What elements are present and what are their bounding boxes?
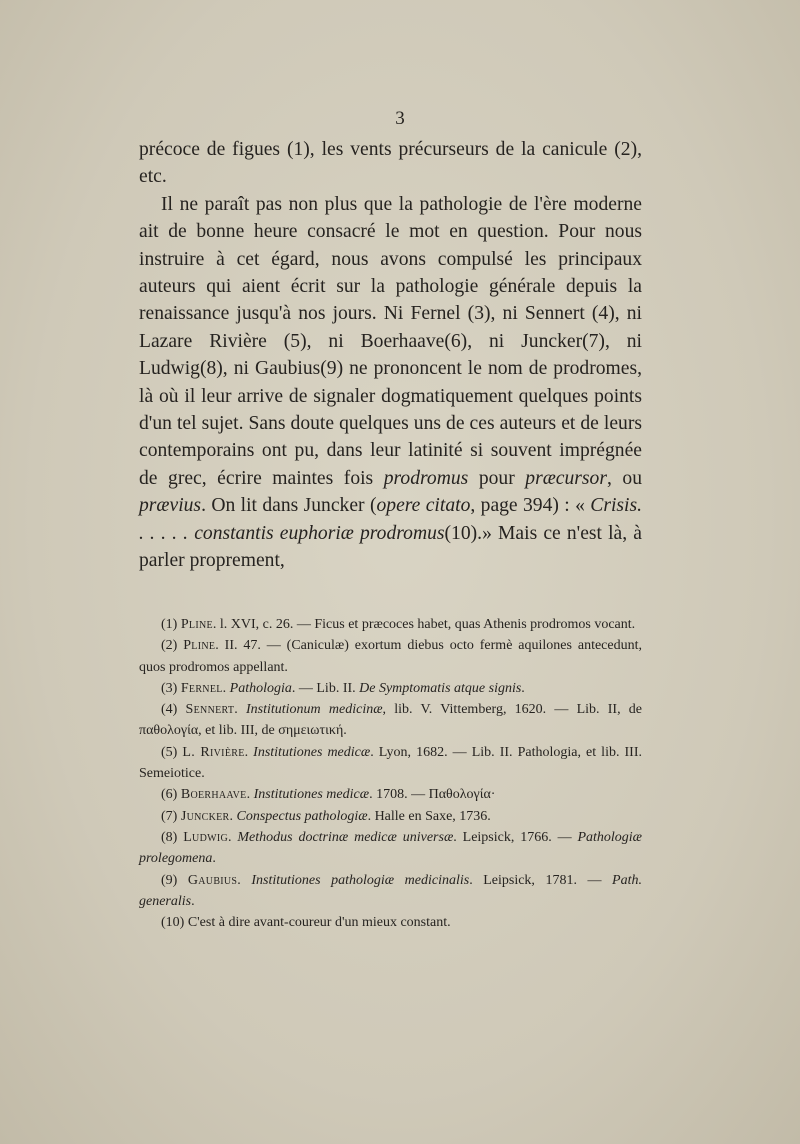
text-run: . xyxy=(244,744,254,760)
italic-text: Pathologiæ prolegomena xyxy=(139,829,643,867)
italic-text: prodromus xyxy=(383,467,469,489)
footnotes xyxy=(139,614,642,933)
text-run: , ou xyxy=(606,467,642,489)
footnote xyxy=(139,678,642,699)
text-run: . xyxy=(212,851,216,867)
text-run: . On lit dans Juncker ( xyxy=(201,495,377,517)
footnote xyxy=(139,827,642,870)
italic-text: Path. generalis xyxy=(139,872,642,909)
italic-text: Conspectus pathologiæ xyxy=(236,808,368,824)
footnote xyxy=(139,742,642,785)
body-paragraph xyxy=(139,136,642,191)
author-name: L. Rivière xyxy=(182,744,245,760)
text-run: . 1708. — Παθολογία· xyxy=(369,787,496,803)
text-run: (8) xyxy=(161,829,184,845)
text-run: . Leipsick, 1766. — xyxy=(453,829,578,845)
text-run: . xyxy=(191,893,195,909)
text-run: (3) xyxy=(161,680,181,696)
text-run: (10).» Mais ce n'est là, à parler proprement, xyxy=(139,522,642,572)
text-run: . xyxy=(228,829,238,845)
author-name: Gaubius xyxy=(187,872,238,888)
text-run: . Leipsick, 1781. — xyxy=(469,872,613,888)
text-run: pour xyxy=(468,467,526,489)
text-run: . xyxy=(229,808,237,824)
author-name: Sennert xyxy=(185,702,235,718)
text-run: . Lyon, 1682. — Lib. II. Pathologia, et lib. III. Semeiotice. xyxy=(139,744,643,782)
italic-text: Pathologia xyxy=(229,680,292,696)
text-run: (2) xyxy=(161,638,184,654)
italic-text: opere citato xyxy=(376,495,471,517)
text-run: . — Lib. II. xyxy=(291,680,360,696)
footnote xyxy=(139,806,642,827)
text-run: (4) xyxy=(161,702,186,718)
footnote xyxy=(139,635,642,678)
footnote xyxy=(139,870,642,913)
text-run: (1) xyxy=(161,617,181,632)
italic-text: Institutiones medicæ xyxy=(253,787,370,803)
footnote xyxy=(139,614,642,635)
text-run: . xyxy=(521,680,525,696)
text-run: (6) xyxy=(161,787,181,803)
italic-text: Institutiones pathologiæ medicinalis xyxy=(251,872,470,888)
italic-text: Institutionum medicinæ xyxy=(246,702,383,718)
author-name: Pline xyxy=(183,638,216,654)
text-run: . xyxy=(237,872,252,888)
italic-text: Institutiones medicæ xyxy=(253,744,371,760)
footnote xyxy=(139,912,642,933)
author-name: Juncker xyxy=(180,808,230,824)
text-run: (5) xyxy=(161,744,183,760)
text-run: . l. XVI, c. 26. — Ficus et præcoces habet, quas Athenis prodromos vocant. xyxy=(212,617,636,632)
author-name: Ludwig xyxy=(183,829,228,845)
page-number: 3 xyxy=(395,108,405,129)
author-name: Fernel xyxy=(180,680,223,696)
italic-text: Methodus doctrinæ medicæ universæ xyxy=(237,829,454,845)
text-run: (9) xyxy=(161,872,188,888)
text-run: . xyxy=(234,702,246,718)
italic-text: præcursor xyxy=(525,467,607,489)
text-run: . xyxy=(222,680,230,696)
text-run: (10) C'est à dire avant-coureur d'un mieux constant. xyxy=(161,915,451,931)
italic-text: De Symptomatis atque signis xyxy=(359,680,522,696)
text-run: . Halle en Saxe, 1736. xyxy=(367,808,491,824)
footnote xyxy=(139,784,642,805)
footnote-divider xyxy=(139,608,259,609)
italic-text: Crisis. . . . . . constantis euphoriæ prodromus xyxy=(139,495,643,544)
footnote xyxy=(139,699,642,742)
text-run: . II. 47. — (Caniculæ) exortum diebus octo fermè aquilones antecedunt, quos prodromos appellant. xyxy=(139,638,642,675)
body-paragraph xyxy=(139,191,642,575)
text-run: , lib. V. Vittemberg, 1620. — Lib. II, de παθολογία, et lib. III, de σημειωτική. xyxy=(139,702,642,739)
author-name: Pline xyxy=(180,617,213,632)
author-name: Boerhaave xyxy=(180,787,247,803)
italic-text: prævius xyxy=(139,495,202,517)
text-run: , page 394) : « xyxy=(470,495,591,517)
main-text xyxy=(139,136,642,575)
text-run: Il ne paraît pas non plus que la pathologie de l'ère moderne ait de bonne heure consacré le mot en question. Pour nous instruire à cet égard, nous avons compulsé les principaux auteurs qui aient écrit sur la pathologie générale depuis la renaissance jusqu'à nos jours. Ni Fernel (3), ni Sennert (4), ni Lazare Rivière (5), ni Boerhaave(6), ni Juncker(7), ni Ludwig(8), ni Gaubius(9) ne prononcent le nom de prodromes, là où il leur arrive de signaler dogmatiquement quelques points d'un tel sujet. Sans doute quelques uns de ces auteurs et de leurs contemporains ont pu, dans leur latinité si souvent imprégnée de grec, écrire maintes fois xyxy=(139,193,642,489)
text-run: . xyxy=(246,787,254,803)
text-run: précoce de figues (1), les vents précurseurs de la canicule (2), etc. xyxy=(139,139,642,188)
text-run: (7) xyxy=(161,808,181,824)
